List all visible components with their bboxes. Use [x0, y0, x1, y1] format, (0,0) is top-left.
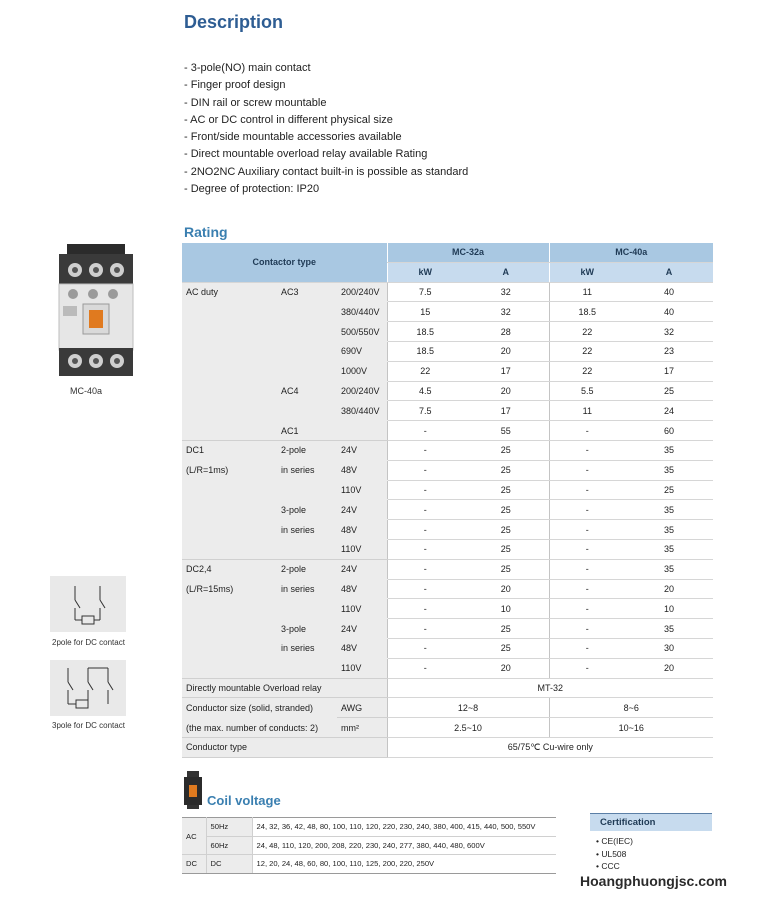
value-cell: 60 — [625, 421, 713, 441]
value-cell: 11 — [549, 401, 625, 421]
voltage-cell: 110V — [337, 480, 387, 500]
value-cell: - — [387, 579, 463, 599]
certification-item: • CCC — [596, 861, 620, 871]
table-row — [182, 836, 556, 855]
group-label: (L/R=1ms) — [182, 460, 277, 480]
description-item: - AC or DC control in different physical size — [184, 113, 393, 126]
table-row — [182, 619, 713, 639]
two-pole-caption: 2pole for DC contact — [52, 638, 125, 647]
unit-header: kW — [387, 262, 463, 282]
table-row — [182, 500, 713, 520]
table-row — [182, 520, 713, 540]
table-row — [182, 282, 713, 302]
value-cell: 40 — [625, 302, 713, 322]
unit-header: A — [463, 262, 549, 282]
value-cell: - — [387, 658, 463, 678]
value-cell: - — [387, 421, 463, 441]
voltage-cell: 500/550V — [337, 322, 387, 342]
value-cell: 28 — [463, 322, 549, 342]
value-cell: 7.5 — [387, 401, 463, 421]
table-row — [182, 480, 713, 500]
coil-icon — [184, 771, 202, 809]
group-label: in series — [277, 579, 337, 599]
voltage-values: 24, 48, 110, 120, 200, 208, 220, 230, 240, 277, 380, 440, 480, 600V — [252, 836, 556, 855]
unit-header: kW — [549, 262, 625, 282]
table-row — [182, 302, 713, 322]
overload-value: MT-32 — [387, 678, 713, 698]
table-row — [182, 341, 713, 361]
value-cell: 35 — [625, 500, 713, 520]
value-cell: 18.5 — [387, 341, 463, 361]
model-header: MC-40a — [549, 243, 713, 262]
description-item: - Direct mountable overload relay available Rating — [184, 148, 428, 161]
description-item: - Finger proof design — [184, 79, 286, 92]
table-row — [182, 658, 713, 678]
value-cell: - — [549, 480, 625, 500]
description-item: - 3-pole(NO) main contact — [184, 62, 311, 74]
voltage-cell: 690V — [337, 341, 387, 361]
value-cell: 25 — [625, 480, 713, 500]
value-cell: 4.5 — [387, 381, 463, 401]
value-cell: 15 — [387, 302, 463, 322]
group-label: DC1 — [182, 440, 277, 460]
value-cell: 35 — [625, 520, 713, 540]
three-pole-dc-diagram — [50, 660, 126, 716]
value-cell: - — [549, 619, 625, 639]
table-row — [182, 401, 713, 421]
value-cell: 35 — [625, 460, 713, 480]
ac-label: AC — [182, 818, 206, 855]
table-row — [182, 460, 713, 480]
voltage-cell — [337, 421, 387, 441]
value-cell: - — [387, 559, 463, 579]
table-row — [182, 381, 713, 401]
voltage-cell: 24V — [337, 619, 387, 639]
value-cell: 20 — [463, 658, 549, 678]
conductor-size-label: Conductor size (solid, stranded) — [182, 698, 337, 718]
conductor-num-unit: mm² — [337, 718, 387, 738]
voltage-cell: 380/440V — [337, 401, 387, 421]
value-cell: 35 — [625, 440, 713, 460]
value-cell: 25 — [463, 500, 549, 520]
certification-list — [596, 835, 633, 873]
value-cell: 20 — [463, 381, 549, 401]
two-pole-dc-diagram — [50, 576, 126, 632]
voltage-cell: 380/440V — [337, 302, 387, 322]
value-cell: 20 — [625, 658, 713, 678]
voltage-cell: 48V — [337, 460, 387, 480]
description-item: - Degree of protection: IP20 — [184, 183, 320, 196]
table-row — [182, 855, 556, 874]
value-cell: - — [549, 658, 625, 678]
value-cell: 17 — [625, 361, 713, 381]
value-cell: - — [387, 520, 463, 540]
table-row — [182, 559, 713, 579]
table-row — [182, 440, 713, 460]
voltage-cell: 200/240V — [337, 381, 387, 401]
description-item: - 2NO2NC Auxiliary contact built-in is possible as standard — [184, 165, 469, 178]
voltage-cell: 110V — [337, 658, 387, 678]
group-label: 2-pole — [277, 559, 337, 579]
value-cell: 24 — [625, 401, 713, 421]
voltage-cell: 48V — [337, 579, 387, 599]
contactor-product-image — [53, 244, 139, 376]
value-cell: - — [387, 480, 463, 500]
group-label: AC3 — [277, 282, 337, 302]
value-cell: 35 — [625, 559, 713, 579]
coil-voltage-table — [182, 817, 556, 874]
conductor-size-unit: AWG — [337, 698, 387, 718]
table-row — [182, 579, 713, 599]
table-row — [182, 421, 713, 441]
table-row — [182, 818, 556, 837]
table-row — [182, 737, 713, 757]
description-list — [184, 60, 468, 198]
value-cell: 35 — [625, 619, 713, 639]
voltage-cell: 24V — [337, 440, 387, 460]
voltage-cell: 48V — [337, 638, 387, 658]
value-cell: 25 — [463, 638, 549, 658]
value-cell: 40 — [625, 282, 713, 302]
value-cell: 25 — [463, 619, 549, 639]
value-cell: 22 — [549, 361, 625, 381]
value-cell: - — [549, 539, 625, 559]
table-row — [182, 539, 713, 559]
value-cell: - — [387, 539, 463, 559]
value-cell: - — [387, 619, 463, 639]
value-cell: 18.5 — [387, 322, 463, 342]
value-cell: 22 — [387, 361, 463, 381]
value-cell: 32 — [463, 282, 549, 302]
value-cell: - — [549, 579, 625, 599]
description-item: - Front/side mountable accessories available — [184, 131, 402, 144]
value-cell: 17 — [463, 361, 549, 381]
group-label: in series — [277, 520, 337, 540]
conductor-type-label: Conductor type — [182, 737, 387, 757]
conductor-size-value: 8~6 — [549, 698, 713, 718]
three-pole-caption: 3pole for DC contact — [52, 721, 125, 730]
value-cell: 17 — [463, 401, 549, 421]
table-row — [182, 638, 713, 658]
voltage-cell: 1000V — [337, 361, 387, 381]
value-cell: 25 — [463, 559, 549, 579]
value-cell: - — [387, 599, 463, 619]
value-cell: - — [387, 638, 463, 658]
value-cell: 25 — [463, 480, 549, 500]
product-caption: MC-40a — [69, 386, 102, 396]
value-cell: - — [549, 599, 625, 619]
conductor-num-label: (the max. number of conducts: 2) — [182, 718, 337, 738]
value-cell: 55 — [463, 421, 549, 441]
value-cell: 25 — [463, 460, 549, 480]
certification-title: Certification — [590, 813, 712, 831]
value-cell: 22 — [549, 341, 625, 361]
value-cell: - — [387, 460, 463, 480]
voltage-cell: 24V — [337, 559, 387, 579]
value-cell: 25 — [463, 520, 549, 540]
table-row — [182, 678, 713, 698]
contactor-type-header: Contactor type — [182, 243, 387, 282]
value-cell: 23 — [625, 341, 713, 361]
group-label: AC4 — [277, 381, 337, 401]
conductor-num-value: 2.5~10 — [387, 718, 549, 738]
value-cell: 10 — [625, 599, 713, 619]
group-label: in series — [277, 638, 337, 658]
freq-label: 50Hz — [206, 818, 252, 837]
table-row — [182, 718, 713, 738]
table-row — [182, 698, 713, 718]
value-cell: 20 — [625, 579, 713, 599]
value-cell: 11 — [549, 282, 625, 302]
group-label: in series — [277, 460, 337, 480]
group-label: AC1 — [277, 421, 337, 441]
value-cell: - — [549, 520, 625, 540]
value-cell: 30 — [625, 638, 713, 658]
certification-item: • CE(IEC) — [596, 836, 633, 846]
value-cell: - — [387, 500, 463, 520]
value-cell: 32 — [463, 302, 549, 322]
voltage-cell: 48V — [337, 520, 387, 540]
model-header: MC-32a — [387, 243, 549, 262]
freq-label: 60Hz — [206, 836, 252, 855]
table-row — [182, 599, 713, 619]
group-label: AC duty — [182, 282, 277, 302]
rating-table — [182, 243, 713, 758]
unit-header: A — [625, 262, 713, 282]
value-cell: - — [549, 559, 625, 579]
freq-label: DC — [206, 855, 252, 874]
dc-label: DC — [182, 855, 206, 874]
value-cell: - — [387, 440, 463, 460]
description-title: Description — [184, 12, 284, 32]
coil-voltage-title: Coil voltage — [207, 793, 281, 808]
value-cell: 7.5 — [387, 282, 463, 302]
certification-item: • UL508 — [596, 848, 627, 859]
value-cell: 32 — [625, 322, 713, 342]
voltage-cell: 110V — [337, 539, 387, 559]
value-cell: 25 — [625, 381, 713, 401]
site-watermark: Hoangphuongjsc.com — [580, 873, 727, 889]
group-label: 2-pole — [277, 440, 337, 460]
group-label: (L/R=15ms) — [182, 579, 277, 599]
value-cell: 18.5 — [549, 302, 625, 322]
group-label: DC2,4 — [182, 559, 277, 579]
value-cell: 25 — [463, 440, 549, 460]
value-cell: - — [549, 460, 625, 480]
table-row — [182, 361, 713, 381]
value-cell: 10 — [463, 599, 549, 619]
value-cell: 20 — [463, 341, 549, 361]
rating-title: Rating — [184, 224, 228, 240]
voltage-cell: 200/240V — [337, 282, 387, 302]
value-cell: - — [549, 500, 625, 520]
table-row — [182, 322, 713, 342]
value-cell: - — [549, 440, 625, 460]
voltage-cell: 110V — [337, 599, 387, 619]
conductor-size-value: 12~8 — [387, 698, 549, 718]
value-cell: 20 — [463, 579, 549, 599]
voltage-values: 24, 32, 36, 42, 48, 80, 100, 110, 120, 220, 230, 240, 380, 400, 415, 440, 500, 550V — [252, 818, 556, 837]
voltage-values: 12, 20, 24, 48, 60, 80, 100, 110, 125, 200, 220, 250V — [252, 855, 556, 874]
conductor-type-value: 65/75℃ Cu-wire only — [387, 737, 713, 757]
value-cell: 35 — [625, 539, 713, 559]
group-label: 3-pole — [277, 619, 337, 639]
value-cell: 5.5 — [549, 381, 625, 401]
value-cell: 25 — [463, 539, 549, 559]
value-cell: 22 — [549, 322, 625, 342]
group-label: 3-pole — [277, 500, 337, 520]
overload-label: Directly mountable Overload relay — [182, 678, 387, 698]
value-cell: - — [549, 421, 625, 441]
description-item: - DIN rail or screw mountable — [184, 96, 327, 109]
voltage-cell: 24V — [337, 500, 387, 520]
value-cell: - — [549, 638, 625, 658]
conductor-num-value: 10~16 — [549, 718, 713, 738]
